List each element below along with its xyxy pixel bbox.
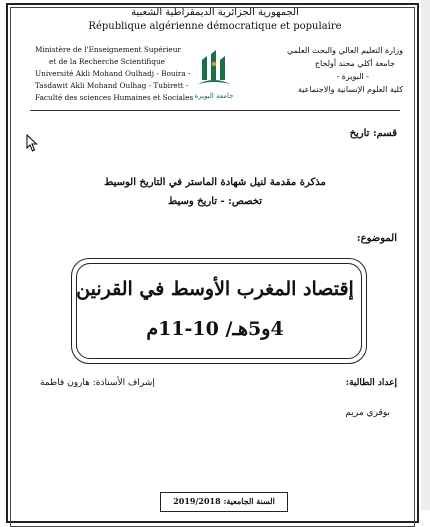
academic-year: السنة الجامعية: 2019/2018 [173,496,275,506]
mouse-pointer-icon [26,134,38,152]
institution-line: Ministère de l'Enseignement Supérieur [35,45,181,54]
memo-description: مذكرة مقدمة لنيل شهادة الماستر في التاريخ الوسيط [104,177,326,188]
institution-block-french [35,44,193,104]
institution-line: Université Akli Mohand Oulhadj - Bouira - [35,69,191,78]
student-label: إعداد الطالبة: [345,378,397,388]
institution-line: جامعة أكلي محند أولحاج [314,59,395,68]
page-edge-shadow [421,0,430,510]
institution-line: - البويرة - [336,72,369,81]
logo-caption: جامعة البويرة [194,92,234,100]
institution-line: Tasdawit Akli Mohand Oulhag - Tubirett - [35,81,189,90]
specialty-label: تخصص: - تاريخ وسيط [167,196,263,207]
subject-label: الموضوع: [356,233,397,244]
supervisor-label: إشراف الأستاذة: هارون فاطمة [40,378,155,388]
institution-line: et de la Recherche Scientifique [49,57,165,66]
university-logo [192,50,236,104]
header-divider [30,110,400,111]
institution-line: وزارة التعليم العالي والبحث العلمي [287,46,403,55]
thesis-title-line-1: إقتصاد المغرب الأوسط في القرنين [76,278,354,300]
institution-line: Faculté des sciences Humaines et Sociales [35,93,194,102]
department-label: قسم: تاريخ [349,128,397,139]
header-french-republic: République algérienne démocratique et populaire [88,21,342,32]
student-name: بوقري مريم [345,408,390,418]
institution-block-arabic [287,44,403,96]
thesis-title-line-2: 4و5هـ/ 10-11م [146,318,284,340]
institution-line: كلية العلوم الإنسانية والاجتماعية [297,85,403,94]
header-arabic-republic: الجمهورية الجزائرية الديمقراطية الشعبية [131,7,299,18]
